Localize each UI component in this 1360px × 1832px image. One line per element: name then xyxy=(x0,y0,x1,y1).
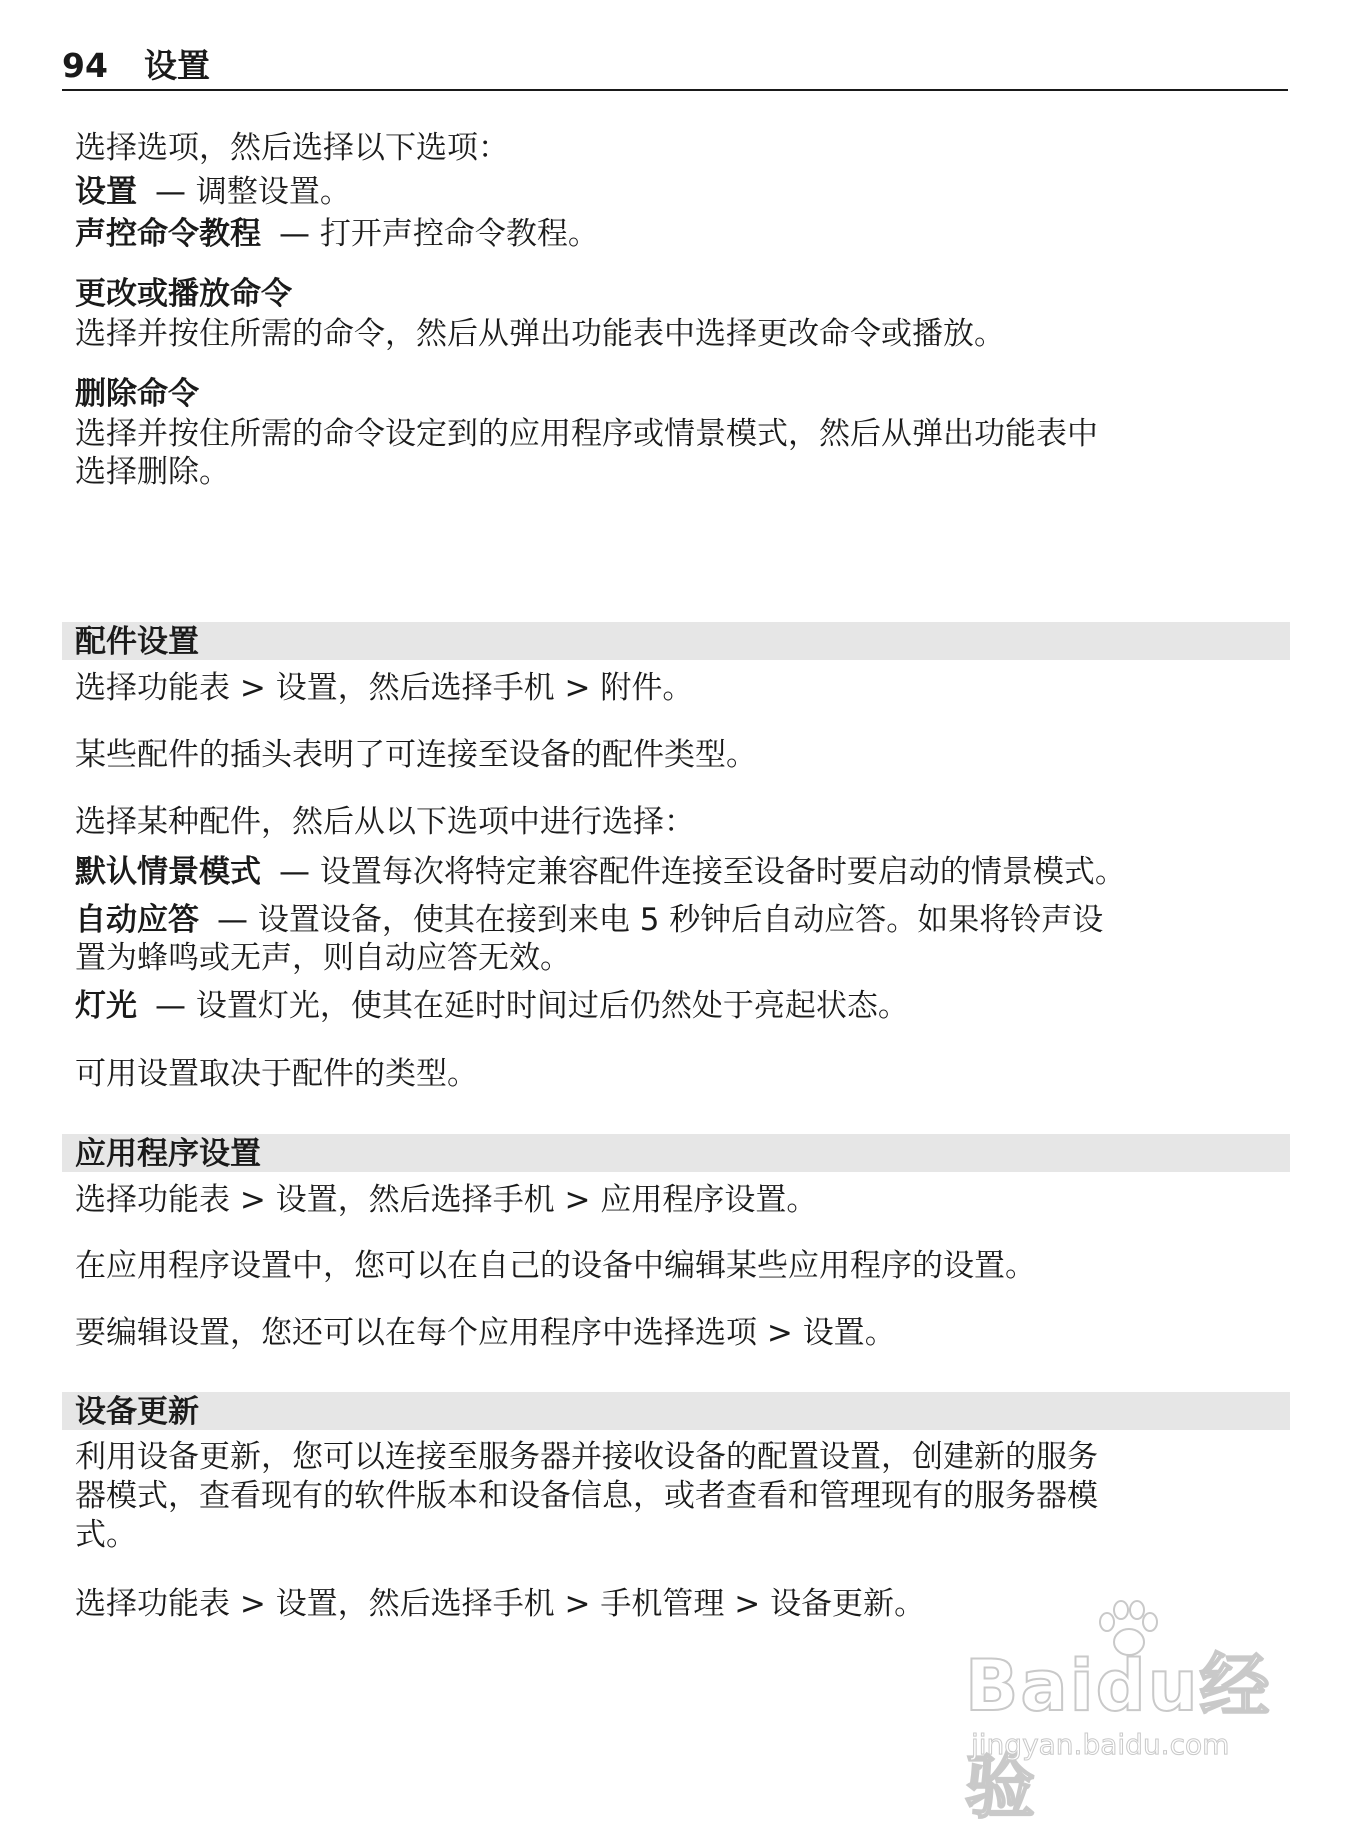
option-default-profile xyxy=(75,852,1290,892)
delete-command-body-line1: 选择并按住所需的命令设定到的应用程序或情景模式，然后从弹出功能表中 xyxy=(75,416,1098,452)
section-heading-app-settings: 应用程序设置 xyxy=(62,1134,1290,1172)
option-auto-answer-line2: 置为蜂鸣或无声，则自动应答无效。 xyxy=(75,940,571,976)
accessory-path: 选择功能表 > 设置，然后选择手机 > 附件。 xyxy=(75,670,694,706)
accessory-paragraph-3: 可用设置取决于配件的类型。 xyxy=(75,1056,478,1092)
option-term: 灯光 xyxy=(75,988,137,1024)
subheading-delete-command: 删除命令 xyxy=(75,376,199,412)
app-settings-path: 选择功能表 > 设置，然后选择手机 > 应用程序设置。 xyxy=(75,1182,818,1218)
option-term: 设置 xyxy=(75,174,137,210)
page-number: 94 xyxy=(62,46,108,85)
watermark-url: jingyan.baidu.com xyxy=(971,1728,1230,1761)
option-desc: — 调整设置。 xyxy=(155,174,351,210)
subheading-change-command: 更改或播放命令 xyxy=(75,276,292,312)
option-desc: — 打开声控命令教程。 xyxy=(279,216,599,252)
option-term: 自动应答 xyxy=(75,902,199,938)
page-header xyxy=(62,46,1288,91)
device-update-line3: 式。 xyxy=(75,1517,137,1553)
section-heading-device-update: 设备更新 xyxy=(62,1392,1290,1430)
option-desc: — 设置灯光，使其在延时时间过后仍然处于亮起状态。 xyxy=(155,988,909,1024)
accessory-paragraph-1: 某些配件的插头表明了可连接至设备的配件类型。 xyxy=(75,737,757,773)
option-desc: — 设置设备，使其在接到来电 5 秒钟后自动应答。如果将铃声设 xyxy=(217,902,1104,938)
app-settings-paragraph-2: 要编辑设置，您还可以在每个应用程序中选择选项 > 设置。 xyxy=(75,1315,896,1351)
option-voice-tutorial xyxy=(75,214,1290,254)
option-term: 默认情景模式 xyxy=(75,854,261,890)
option-desc: — 设置每次将特定兼容配件连接至设备时要启动的情景模式。 xyxy=(279,854,1126,890)
intro-line: 选择选项，然后选择以下选项： xyxy=(75,130,509,166)
device-update-path: 选择功能表 > 设置，然后选择手机 > 手机管理 > 设备更新。 xyxy=(75,1586,926,1622)
device-update-line2: 器模式，查看现有的软件版本和设备信息，或者查看和管理现有的服务器模 xyxy=(75,1478,1098,1514)
option-auto-answer xyxy=(75,900,1290,940)
option-lights xyxy=(75,986,1290,1026)
section-heading-accessory: 配件设置 xyxy=(62,622,1290,660)
option-term: 声控命令教程 xyxy=(75,216,261,252)
app-settings-paragraph-1: 在应用程序设置中，您可以在自己的设备中编辑某些应用程序的设置。 xyxy=(75,1248,1036,1284)
accessory-paragraph-2: 选择某种配件，然后从以下选项中进行选择： xyxy=(75,804,695,840)
change-command-body: 选择并按住所需的命令，然后从弹出功能表中选择更改命令或播放。 xyxy=(75,316,1005,352)
baidu-watermark xyxy=(965,1600,1295,1828)
delete-command-body-line2: 选择删除。 xyxy=(75,454,230,490)
option-settings xyxy=(75,172,1290,212)
watermark-brand: Baidu经验 xyxy=(965,1645,1272,1828)
device-update-line1: 利用设备更新，您可以连接至服务器并接收设备的配置设置，创建新的服务 xyxy=(75,1439,1098,1475)
page-title: 设置 xyxy=(143,46,210,85)
